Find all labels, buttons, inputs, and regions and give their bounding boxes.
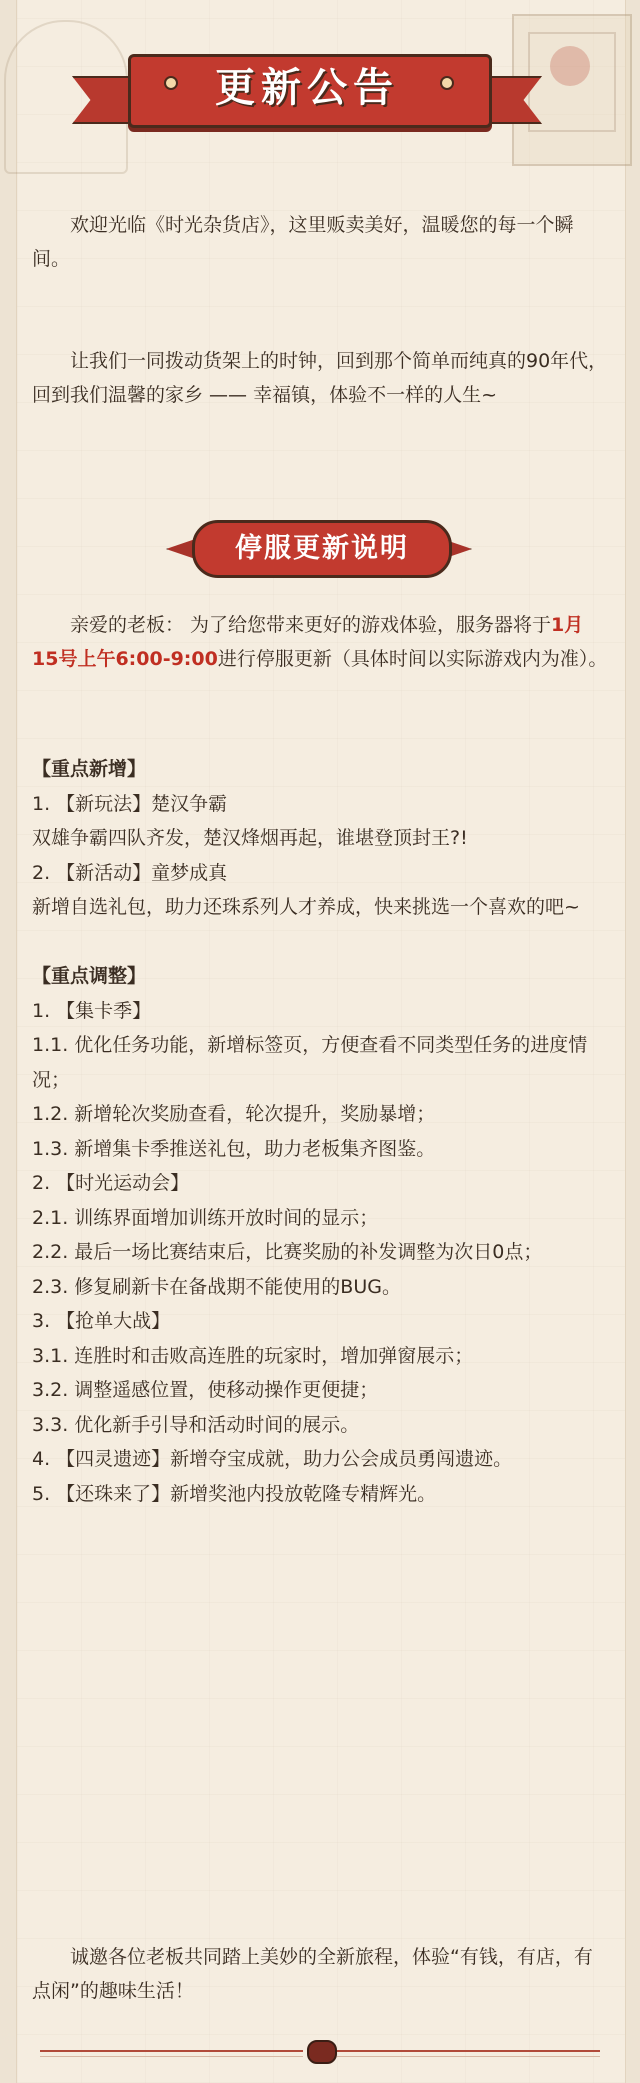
adjust-section-heading: 【重点调整】 [32,965,147,987]
maintenance-text-after: 进行停服更新（具体时间以实际游戏内为准）。 [217,648,608,670]
closing-paragraph: 诚邀各位老板共同踏上美妙的全新旅程，体验“有钱，有店，有点闲”的趣味生活！ [32,1946,593,2002]
list-item: 3.2. 调整遥感位置，使移动操作更便捷； [32,1379,379,1401]
new-section-heading: 【重点新增】 [32,758,147,780]
portrait-figure [550,46,590,86]
list-item: 2.1. 训练界面增加训练开放时间的显示； [32,1206,379,1229]
list-item: 4. 【四灵遗迹】新增夺宝成就，助力公会成员勇闯遗迹。 [32,1448,513,1470]
intro-paragraph-2: 让我们一同拨动货架上的时钟，回到那个简单而纯真的90年代，回到我们温馨的家乡 —— 幸福镇，体验不一样的人生~ [32,350,608,406]
list-item: 1.2. 新增轮次奖励查看，轮次提升，奖励暴增； [32,1103,436,1125]
maintenance-paragraph [32,608,608,676]
list-item: 1. 【新玩法】楚汉争霸 [32,792,228,815]
update-list [32,752,608,1511]
maintenance-text-before: 亲爱的老板： 为了给您带来更好的游戏体验，服务器将于 [70,614,552,636]
intro-paragraph-1: 欢迎光临《时光杂货店》，这里贩卖美好，温暖您的每一个瞬间。 [32,214,574,270]
list-item: 3.1. 连胜时和击败高连胜的玩家时，增加弹窗展示； [32,1344,474,1367]
maintenance-time: 1月15号上午6:00-9:00 [32,614,584,670]
title-banner [72,48,542,128]
list-item: 1. 【集卡季】 [32,999,152,1022]
list-item: 5. 【还珠来了】新增奖池内投放乾隆专精辉光。 [32,1482,437,1505]
list-item: 1.1. 优化任务功能，新增标签页，方便查看不同类型任务的进度情况； [32,1034,588,1091]
list-item: 2.3. 修复刷新卡在备战期不能使用的BUG。 [32,1275,401,1298]
spacer [32,925,608,960]
footer-emblem-icon [303,2036,337,2064]
list-item: 3.3. 优化新手引导和活动时间的展示。 [32,1413,360,1436]
list-item: 2. 【时光运动会】 [32,1172,190,1194]
list-item: 2.2. 最后一场比赛结束后，比赛奖励的补发调整为次日0点； [32,1241,543,1263]
list-item: 3. 【抢单大战】 [32,1310,171,1332]
maintenance-plate [192,520,452,578]
list-item: 新增自选礼包，助力还珠系列人才养成，快来挑选一个喜欢的吧~ [32,896,580,918]
maintenance-banner [166,516,472,578]
maintenance-title: 停服更新说明 [235,533,409,564]
list-item: 双雄争霸四队齐发，楚汉烽烟再起，谁堪登顶封王?! [32,827,468,849]
page-title: 更新公告 [215,65,399,111]
list-item: 2. 【新活动】童梦成真 [32,861,228,884]
list-item: 1.3. 新增集卡季推送礼包，助力老板集齐图鉴。 [32,1137,436,1160]
